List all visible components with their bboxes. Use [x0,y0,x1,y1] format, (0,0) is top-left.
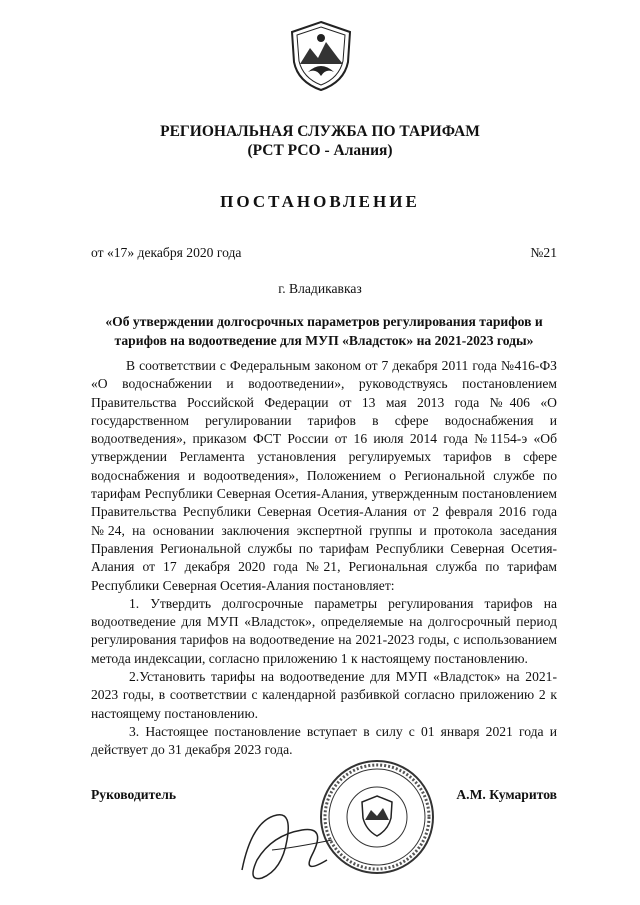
signer-name: А.М. Кумаритов [456,787,557,802]
subject-line-2: тарифов на водоотведение для МУП «Владсток» на 2021-2023 годы» [114,333,534,348]
organization-line-2: (РСТ РСО - Алания) [247,142,393,159]
handwritten-signature [232,800,342,890]
signer-position: Руководитель [91,787,177,802]
item-2-paragraph: 2.Установить тарифы на водоотведение для МУП «Владсток» на 2021-2023 годы, в соответствии с календарной разбивкой согласно приложению 2 к настоящему постановлению. [91,669,557,721]
organization-name [0,122,640,160]
document-date: от «17» декабря 2020 года [91,245,242,260]
document-number: №21 [530,245,557,260]
document-type-title: ПОСТАНОВЛЕНИЕ [220,192,420,211]
organization-line-1: РЕГИОНАЛЬНАЯ СЛУЖБА ПО ТАРИФАМ [160,123,480,140]
item-3-paragraph: 3. Настоящее постановление вступает в силу с 01 января 2021 года и действует до 31 декабря 2023 года. [91,723,557,758]
document-city: г. Владикавказ [278,281,362,296]
document-body [91,357,557,760]
document-subject [91,312,557,350]
item-1-paragraph: 1. Утвердить долгосрочные параметры регулирования тарифов на водоотведение для МУП «Владсток», определяемые на долгосрочный период регулирования тарифов на водоотведение на 2021-2023 годы, с использованием метода индексации, согласно приложению 1 к настоящему постановлению. [91,595,557,666]
coat-of-arms-icon [286,18,356,94]
signature-row [91,787,557,803]
date-number-row [91,245,557,261]
subject-line-1: «Об утверждении долгосрочных параметров регулирования тарифов и [105,314,543,329]
preamble-paragraph: В соответствии с Федеральным законом от 7 декабря 2011 года №416-ФЗ «О водоснабжении и водоотведении», руководствуясь постановлением Правительства Российской Федерации от 13 мая 2013 года №406 «О государственном регулировании тарифов в сфере водоснабжения и водоотведения», приказом ФСТ России от 16 июля 2014 года №1154-э «Об утверждении Регламента установления регулируемых тарифов в сфере водоснабжения и водоотведения», Положением о Региональной службе по тарифам Республики Северная Осетия-Алания, утвержденным постановлением Правительства Республики Северная Осетия-Алания от 2 февраля 2016 года №24, на основании заключения экспертной группы и протокола заседания Правления Региональной службы по тарифам Республики Северная Осетия-Алания от 17 декабря 2020 года №21, Региональная служба по тарифам Республики Северная Осетия-Алания постановляет: [91,358,557,593]
